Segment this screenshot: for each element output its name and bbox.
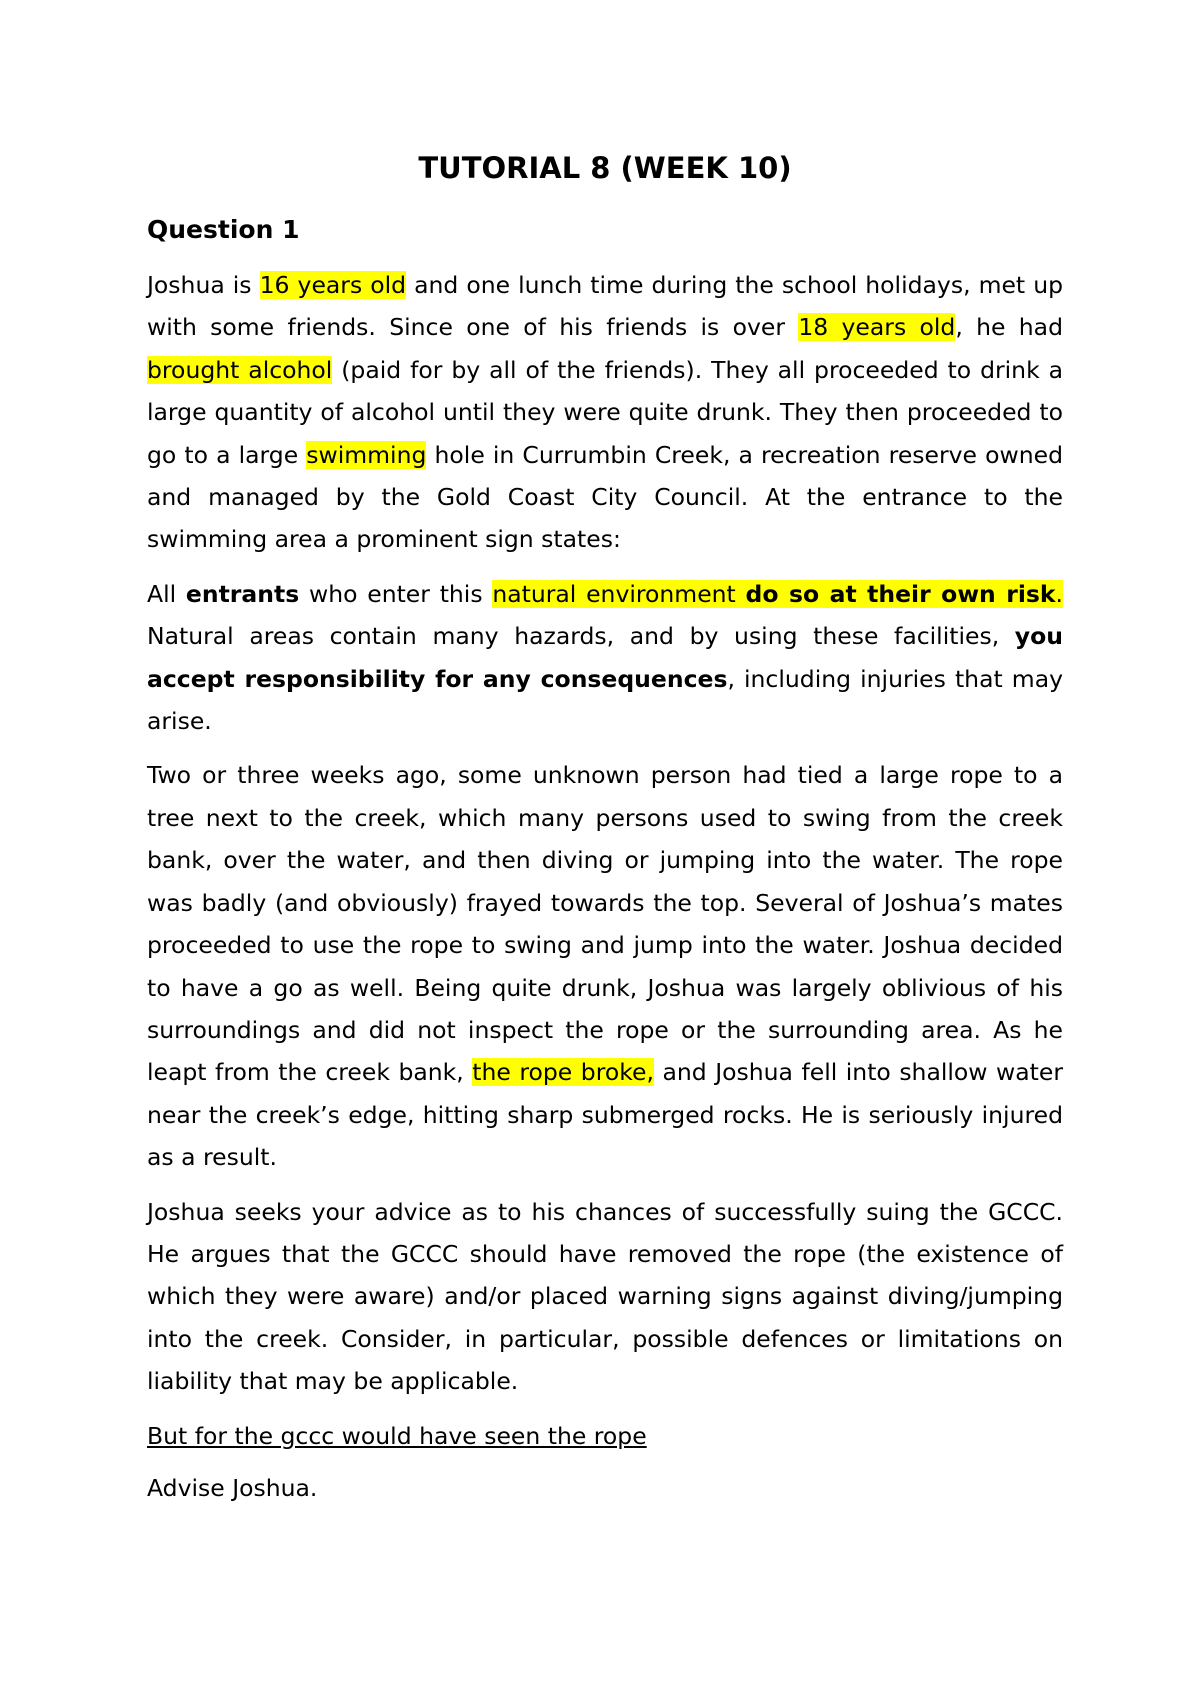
document-body [147,140,1063,1519]
text-run: (paid for by all of the friends). They all proceeded to drink a large quantity of alcohol until they were quite drunk. They then proceeded to go to a large [147,355,1064,469]
highlighted-text: the rope broke, [472,1058,654,1087]
paragraph-advice [147,1191,1063,1403]
paragraph-rope [147,754,1063,1178]
text-run: Advise Joshua. [147,1473,318,1502]
question-heading: Question 1 [147,215,300,244]
text-run: Joshua seeks your advice as to his chances of successfully suing the GCCC. He argues that the GCCC should have removed the rope (the existence of which they were aware) and/or placed warning signs against diving/jumping into the creek. Consider, in particular, possible defences or limitations on liability that may be applicable. [147,1197,1063,1396]
highlighted-text: natural environment [492,579,746,608]
document-title: TUTORIAL 8 (WEEK 10) [418,151,792,185]
text-run: Joshua is [147,271,260,299]
paragraph-note [147,1415,1063,1457]
underlined-text: But for the gccc would have seen the rope [147,1421,647,1450]
paragraph-sign [147,573,1063,743]
text-run: , including injuries that may arise. [147,664,1063,736]
highlighted-text: 18 years old [798,313,956,342]
highlighted-text: do so at their own risk [745,579,1056,608]
bold-text: entrants [185,579,300,608]
text-run: All [147,579,186,608]
bold-text: you accept responsibility for any consequences [147,622,1063,693]
highlighted-text: . [1055,579,1063,608]
question-text [147,264,1063,1509]
highlighted-text: 16 years old [259,271,407,299]
text-run: and Joshua fell into shallow water near the creek’s edge, hitting sharp submerged rocks. He is seriously injured as a result. [147,1058,1063,1172]
text-run: , he had [955,313,1063,342]
highlighted-text: brought alcohol [147,355,333,384]
text-run: Two or three weeks ago, some unknown person had tied a large rope to a tree next to the creek, which many persons used to swing from the creek bank, over the water, and then diving or jumping into the water. The rope was badly (and obviously) frayed towards the top. Several of Joshua’s mates proceeded to use the rope to swing and jump into the water. Joshua decided to have a go as well. Being quite drunk, Joshua was largely oblivious of his surroundings and did not inspect the rope or the surrounding area. As he leapt from the creek bank, [147,761,1063,1087]
text-run: hole in Currumbin Creek, a recreation reserve owned and managed by the Gold Coast City Council. At the entrance to the swimming area a prominent sign states: [147,440,1063,554]
highlighted-text: swimming [306,440,427,469]
paragraph-facts [147,264,1063,561]
text-run: Natural areas contain many hazards, and by using these facilities, [147,622,1015,651]
paragraph-closing [147,1467,1063,1509]
text-run: who enter this [299,579,493,608]
text-run: and one lunch time during the school holidays, met up with some friends. Since one of his friends is over [147,271,1064,342]
